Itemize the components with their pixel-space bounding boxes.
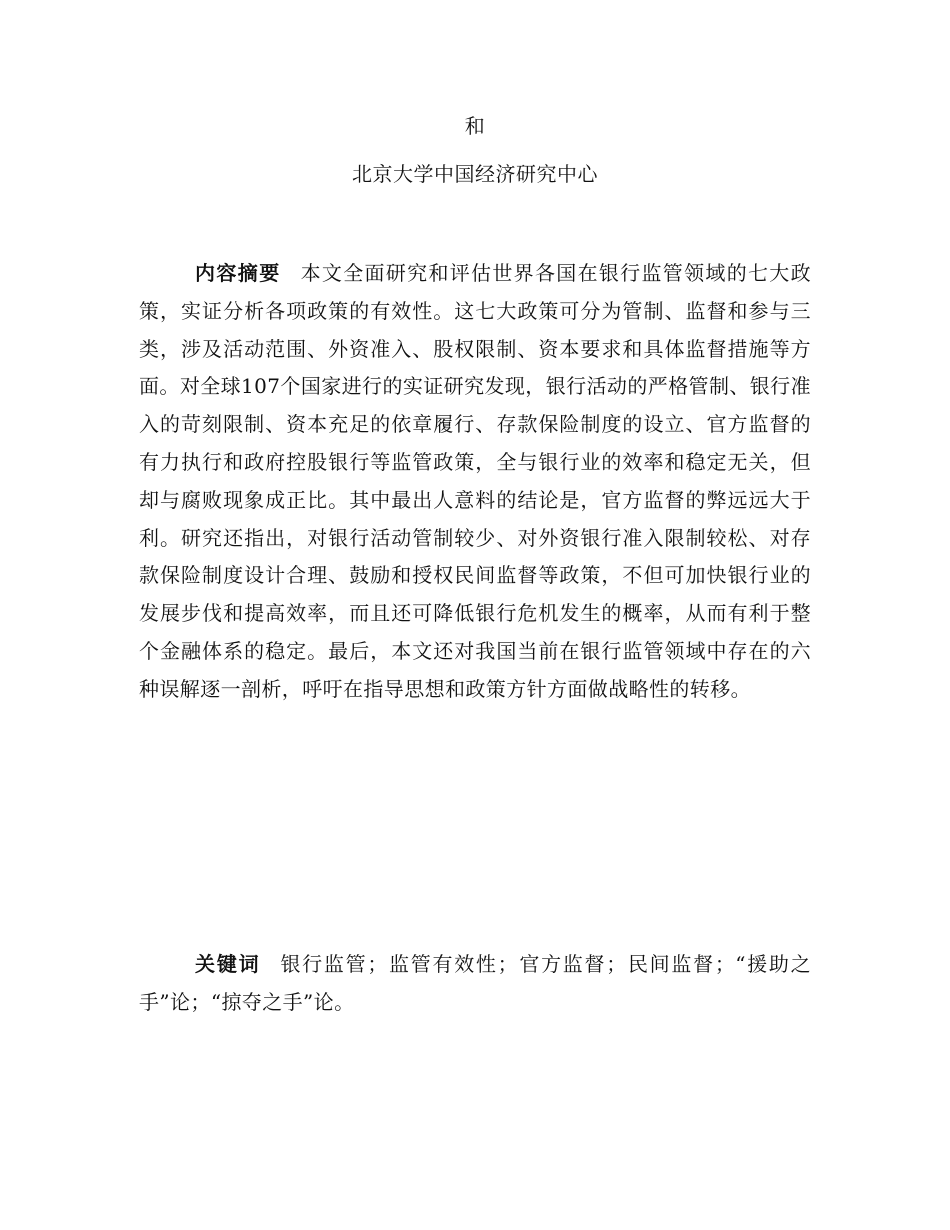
abstract-label: 内容摘要	[195, 261, 281, 285]
abstract-text: 本文全面研究和评估世界各国在银行监管领域的七大政策，实证分析各项政策的有效性。这七大政策可分为管制、监督和参与三类，涉及活动范围、外资准入、股权限制、资本要求和具体监督措施等方面。对全球107个国家进行的实证研究发现，银行活动的严格管制、银行准入的苛刻限制、资本充足的依章履行、存款保险制度的设立、官方监督的有力执行和政府控股银行等监管政策，全与银行业的效率和稳定无关，但却与腐败现象成正比。其中最出人意料的结论是，官方监督的弊远远大于利。研究还指出，对银行活动管制较少、对外资银行准入限制较松、对存款保险制度设计合理、鼓励和授权民间监督等政策，不但可加快银行业的发展步伐和提高效率，而且还可降低银行危机发生的概率，从而有利于整个金融体系的稳定。最后，本文还对我国当前在银行监管领域中存在的六种误解逐一剖析，呼吁在指导思想和政策方针方面做战略性的转移。	[139, 261, 812, 701]
keywords-paragraph	[139, 946, 811, 1022]
affiliation-institution: 北京大学中国经济研究中心	[352, 162, 598, 186]
keywords-label: 关键词	[195, 952, 261, 976]
abstract-paragraph	[139, 255, 811, 709]
keywords-text: 银行监管；监管有效性；官方监督；民间监督；“援助之手”论；“掠夺之手”论。	[139, 952, 812, 1014]
affiliation-conjunction: 和	[464, 114, 486, 138]
